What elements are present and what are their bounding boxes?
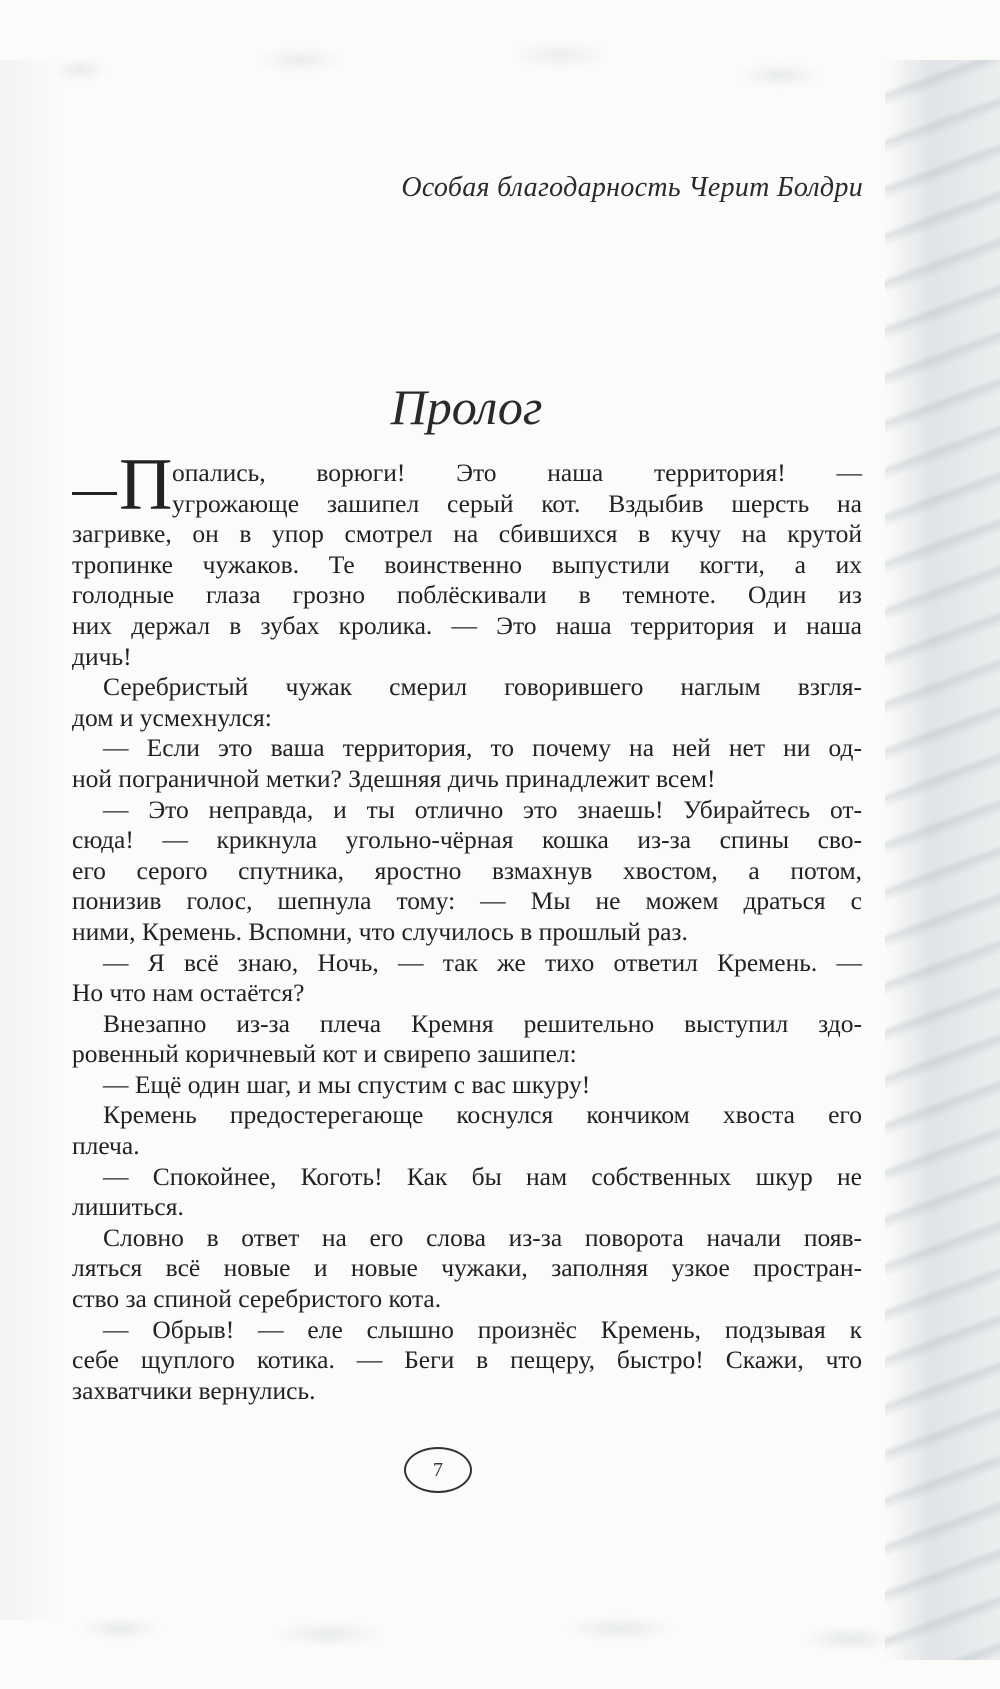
text-line: понизив голос, шепнула тому: — Мы не можем драться с	[72, 886, 862, 916]
page-number-text: 7	[433, 1458, 443, 1481]
text-line: голодные глаза грозно поблёскивали в темноте. Один из	[72, 580, 862, 610]
text-line: дичь!	[72, 641, 132, 671]
text-line: Внезапно из-за плеча Кремня решительно выступил здо-	[103, 1008, 862, 1038]
text-line: Кремень предостерегающе коснулся кончиком хвоста его	[103, 1100, 862, 1130]
text-line: — Если это ваша территория, то почему на ней нет ни од-	[103, 733, 862, 763]
text-line-content: опались, ворюги! Это наша территория! —	[172, 458, 862, 487]
text-line: — Обрыв! — еле слышно произнёс Кремень, подзывая к	[103, 1314, 862, 1344]
text-line: дом и усмехнулся:	[72, 702, 272, 732]
text-line: Серебристый чужак смерил говорившего наглым взгля-	[103, 672, 862, 702]
decorative-frame-top	[0, 0, 1000, 110]
decorative-frame-right	[885, 60, 1000, 1660]
text-line: ляться всё новые и новые чужаки, заполняя узкое простран-	[72, 1253, 862, 1283]
text-line: ними, Кремень. Вспомни, что случилось в прошлый раз.	[72, 916, 688, 946]
text-line: — Спокойнее, Коготь! Как бы нам собственных шкур не	[103, 1161, 862, 1191]
text-line: плеча.	[72, 1131, 140, 1161]
dialogue-dash	[72, 492, 117, 495]
text-line: его серого спутника, яростно взмахнув хвостом, а потом,	[72, 855, 862, 885]
text-line: тропинке чужаков. Те воинственно выпустили когти, а их	[72, 549, 862, 579]
text-line: себе щуплого котика. — Беги в пещеру, быстро! Скажи, что	[72, 1345, 862, 1375]
text-line: ство за спиной серебристого кота.	[72, 1284, 442, 1314]
body-text	[72, 444, 862, 1406]
text-line: ной пограничной метки? Здешняя дичь принадлежит всем!	[72, 763, 716, 793]
decorative-frame-left	[0, 60, 60, 1620]
drop-cap: П	[119, 444, 173, 526]
decorative-frame-bottom	[0, 1579, 1000, 1689]
text-line: Но что нам остаётся?	[72, 978, 305, 1008]
text-line: лишиться.	[72, 1192, 184, 1222]
text-line: — Это неправда, и ты отлично это знаешь! Убирайтесь от-	[103, 794, 862, 824]
chapter-title: Пролог	[390, 379, 543, 435]
text-line: них держал в зубах кролика. — Это наша территория и наша	[72, 610, 862, 640]
text-line: — Я всё знаю, Ночь, — так же тихо ответил Кремень. —	[103, 947, 862, 977]
text-line: захватчики вернулись.	[72, 1375, 316, 1405]
text-line: ровенный коричневый кот и свирепо зашипел:	[72, 1039, 577, 1069]
drop-cap-block	[72, 444, 173, 526]
text-line: сюда! — крикнула угольно-чёрная кошка из-за спины сво-	[72, 825, 862, 855]
page-number	[404, 1447, 472, 1493]
dedication: Особая благодарность Черит Болдри	[401, 172, 863, 203]
text-line: угрожающе зашипел серый кот. Вздыбив шерсть на	[172, 488, 862, 518]
text-line: загривке, он в упор смотрел на сбившихся в кучу на крутой	[72, 519, 862, 549]
text-line: — Ещё один шаг, и мы спустим с вас шкуру!	[103, 1069, 591, 1099]
text-line: Словно в ответ на его слова из-за поворота начали появ-	[103, 1222, 862, 1252]
